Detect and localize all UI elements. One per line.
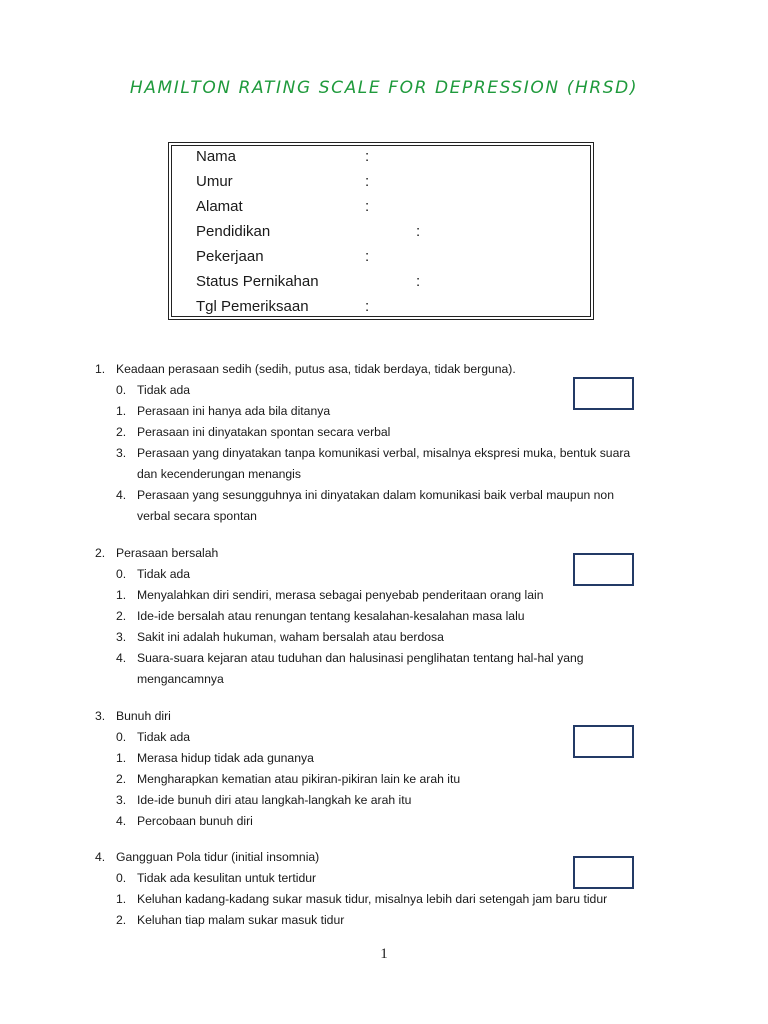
option-0: 0. Tidak ada [116,383,191,397]
field-colon: : [365,173,370,190]
score-box-1[interactable] [573,377,634,410]
identity-box-inner [171,145,591,317]
field-umur[interactable] [196,173,576,193]
field-label: Umur [196,173,233,190]
field-colon: : [416,223,421,240]
field-label: Status Pernikahan [196,273,319,290]
option-2: 2. Ide-ide bersalah atau renungan tentang kesalahan-kesalahan masa lalu [116,609,525,623]
option-2: 2. Mengharapkan kematian atau pikiran-pikiran lain ke arah itu [116,772,461,786]
score-box-3[interactable] [573,725,634,758]
option-0: 0. Tidak ada kesulitan untuk tertidur [116,871,317,885]
question-title: 4. Gangguan Pola tidur (initial insomnia) [95,850,320,864]
option-3: 3. Sakit ini adalah hukuman, waham bersalah atau berdosa [116,630,444,644]
page-title: HAMILTON RATING SCALE FOR DEPRESSION (HRSD) [129,78,639,98]
option-4: 4. Perasaan yang sesungguhnya ini dinyatakan dalam komunikasi baik verbal maupun non [116,488,614,502]
field-alamat[interactable] [196,198,576,218]
option-2: 2. Perasaan ini dinyatakan spontan secara verbal [116,425,391,439]
score-box-4[interactable] [573,856,634,889]
field-label: Alamat [196,198,243,215]
field-label: Pendidikan [196,223,271,240]
field-colon: : [365,198,370,215]
option-1: 1. Merasa hidup tidak ada gunanya [116,751,314,765]
option-1: 1. Perasaan ini hanya ada bila ditanya [116,404,331,418]
option-1: 1. Menyalahkan diri sendiri, merasa sebagai penyebab penderitaan orang lain [116,588,544,602]
field-colon: : [365,298,370,315]
field-tgl-pemeriksaan[interactable] [196,298,576,318]
question-title: 1. Keadaan perasaan sedih (sedih, putus asa, tidak berdaya, tidak berguna). [95,362,516,376]
field-colon: : [365,248,370,265]
field-status-pernikahan[interactable] [196,273,576,293]
option-2: 2. Keluhan tiap malam sukar masuk tidur [116,913,345,927]
field-nama[interactable] [196,148,576,168]
score-box-2[interactable] [573,553,634,586]
option-0: 0. Tidak ada [116,730,191,744]
field-label: Tgl Pemeriksaan [196,298,309,315]
question-title: 3. Bunuh diri [95,709,171,723]
field-pendidikan[interactable] [196,223,576,243]
option-3: 3. Perasaan yang dinyatakan tanpa komunikasi verbal, misalnya ekspresi muka, bentuk suara [116,446,631,460]
question-title: 2. Perasaan bersalah [95,546,219,560]
field-pekerjaan[interactable] [196,248,576,268]
field-label: Nama [196,148,237,165]
option-3: 3. Ide-ide bunuh diri atau langkah-langkah ke arah itu [116,793,412,807]
field-label: Pekerjaan [196,248,264,265]
option-4-continued: mengancamnya [137,672,224,686]
option-4-continued: verbal secara spontan [137,509,257,523]
option-4: 4. Percobaan bunuh diri [116,814,253,828]
page-number: 1 [380,946,388,962]
identity-box [168,142,594,320]
option-0: 0. Tidak ada [116,567,191,581]
field-colon: : [365,148,370,165]
option-1: 1. Keluhan kadang-kadang sukar masuk tidur, misalnya lebih dari setengah jam baru tidur [116,892,608,906]
field-colon: : [416,273,421,290]
option-3-continued: dan kecenderungan menangis [137,467,301,481]
option-4: 4. Suara-suara kejaran atau tuduhan dan halusinasi penglihatan tentang hal-hal yang [116,651,584,665]
